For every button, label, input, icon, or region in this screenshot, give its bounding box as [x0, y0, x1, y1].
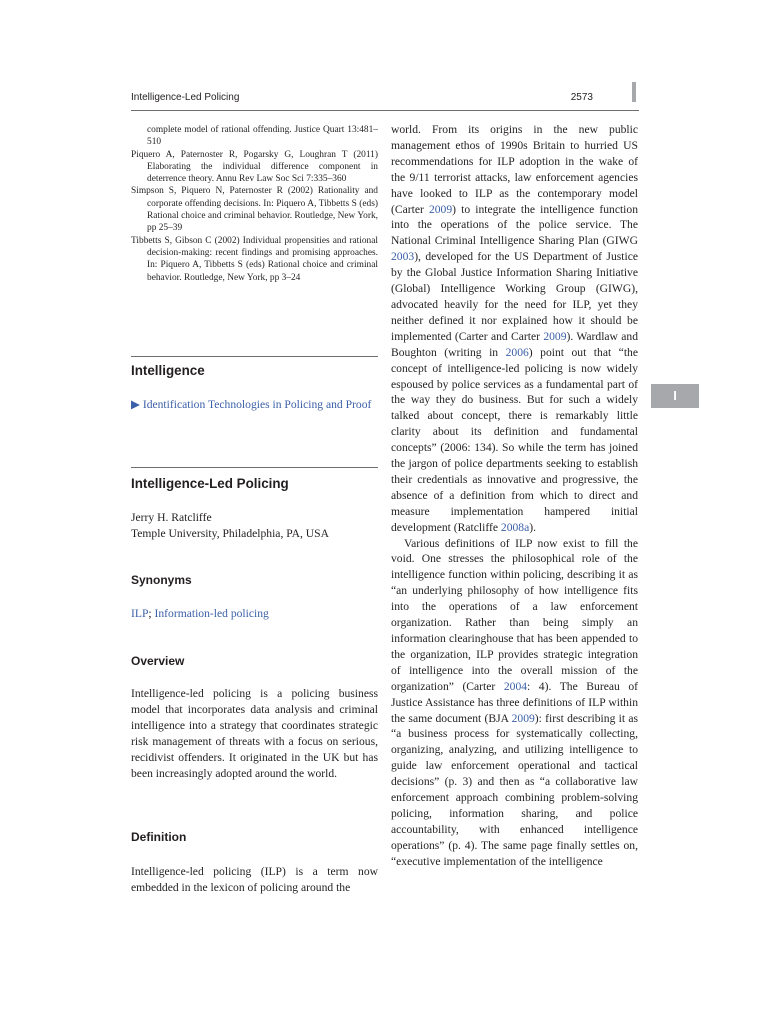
page-edge-marker: [632, 82, 636, 102]
author-name: Jerry H. Ratcliffe: [131, 511, 212, 524]
overview-paragraph: Intelligence-led policing is a policing business model that incorporates data analysis and criminal intelligence into a strategy that coordinates strategic risk management of threats with a focus on serious, recidivist offenders. It originated in the UK but has been increasingly adopted around the world.: [131, 687, 378, 780]
running-title: Intelligence-Led Policing: [131, 92, 240, 103]
text-run: Various definitions of ILP now exist to fill the void. One stresses the philosophical role of the intelligence function within policing, describing it as “an underlying philosophy of how intelligence fits into the operations of a law enforcement organization. Rather than being simply an information clearinghouse that has been appended to the organization, ILP provides strategic integration of intelligence into the overall mission of the organization” (Carter: [391, 536, 638, 693]
page-number: 2573: [570, 92, 593, 103]
body-paragraph: [391, 122, 638, 536]
author-affiliation: Temple University, Philadelphia, PA, USA: [131, 527, 329, 540]
citation-link[interactable]: 2009: [511, 711, 535, 725]
citation-link[interactable]: 2009: [543, 329, 567, 343]
citation-link[interactable]: 2004: [503, 679, 528, 693]
synonym-link-ilp[interactable]: ILP: [131, 607, 149, 620]
synonyms-list: [131, 606, 378, 622]
synonym-link-information-led[interactable]: Information-led policing: [154, 607, 269, 620]
overview-heading: Overview: [131, 654, 185, 668]
reference-list: [131, 124, 378, 284]
definition-paragraph: Intelligence-led policing (ILP) is a term now embedded in the lexicon of policing around the: [131, 865, 378, 894]
text-run: : 4). The Bureau of Justice Assistance has three definitions of ILP within the same document (BJA: [391, 679, 639, 725]
reference-item: Simpson S, Piquero N, Paternoster R (2002) Rationality and corporate offending decisions. In: Piquero A, Tibbetts S (eds) Rational choice and criminal behavior. Routledge, New York, pp 25–39: [131, 186, 378, 234]
citation-link[interactable]: 2003: [391, 250, 415, 264]
synonyms-heading: Synonyms: [131, 573, 192, 587]
entry-title-ilp: Intelligence-Led Policing: [131, 476, 289, 491]
entry-title-intelligence: Intelligence: [131, 363, 205, 378]
text-run: ), developed for the US Department of Justice by the Global Justice Information Sharing Initiative (Global) Intelligence Working Group (GIWG), advocated heavily for the need for ILP, yet they neither defined it nor explained how it should be implemented (Carter and Carter: [391, 250, 638, 343]
reference-item: complete model of rational offending. Justice Quart 13:481–510: [147, 125, 378, 148]
right-column: [391, 122, 638, 870]
text-run: world. From its origins in the new public management ethos of 1990s Britain to hurried US recommendations for ILP adoption in the wake of the 9/11 terrorist attacks, law enforcement agencies have looked to ILP as the contemporary model (Carter: [391, 123, 638, 216]
cross-reference-arrow-icon: ▶: [131, 398, 140, 411]
citation-link[interactable]: 2008a: [500, 520, 530, 534]
text-run: ) point out that “the concept of intelligence-led policing is now widely espoused by police services as a fundamental part of the way they do business. But for such a widely talked about concept, there is remarkably little clarity about its definition and fundamental concepts” (2006: 134). So while the term has joined the jargon of police departments seeking to establish their credentials as innovative and progressive, the absence of a definition from which to direct and measure implementation hampered initial development (Ratcliffe: [391, 345, 638, 534]
entry-divider: [131, 356, 378, 357]
synonym-separator: ;: [148, 607, 155, 620]
text-run: ): first describing it as “a business process for systematically collecting, organizing, analyzing, and utilizing intelligence to guide law enforcement operational and tactical decisions” (p. 3) and then as “a collaborative law enforcement approach combining problem-solving policing, information sharing, and police accountability, with enhanced intelligence operations” (p. 4). The same page finally settles on, “executive implementation of the intelligence: [391, 711, 639, 868]
text-run: ) to integrate the intelligence function into the operations of the police service. The National Criminal Intelligence Sharing Plan (GIWG: [391, 202, 639, 248]
definition-heading: Definition: [131, 830, 187, 844]
running-header: [131, 92, 593, 106]
text-run: ). Wardlaw and Boughton (writing in: [391, 329, 638, 359]
cross-reference-link[interactable]: Identification Technologies in Policing and Proof: [142, 398, 372, 411]
entry-divider: [131, 467, 378, 468]
citation-link[interactable]: 2006: [505, 345, 529, 359]
reference-item: Piquero A, Paternoster R, Pogarsky G, Loughran T (2011) Elaborating the individual difference component in deterrence theory. Annu Rev Law Soc Sci 7:335–360: [131, 149, 378, 185]
header-rule: [131, 110, 639, 111]
body-paragraph: [391, 536, 638, 870]
thumb-index-tab: I: [651, 384, 699, 408]
reference-item: Tibbetts S, Gibson C (2002) Individual propensities and rational decision-making: recent findings and promising approaches. In: Piquero A, Tibbetts S (eds) Rational choice and criminal behavior. Routledge, New York, pp 3–24: [131, 235, 378, 283]
citation-link[interactable]: 2009: [428, 202, 453, 216]
cross-reference[interactable]: [131, 397, 378, 413]
text-run: ).: [529, 520, 536, 534]
